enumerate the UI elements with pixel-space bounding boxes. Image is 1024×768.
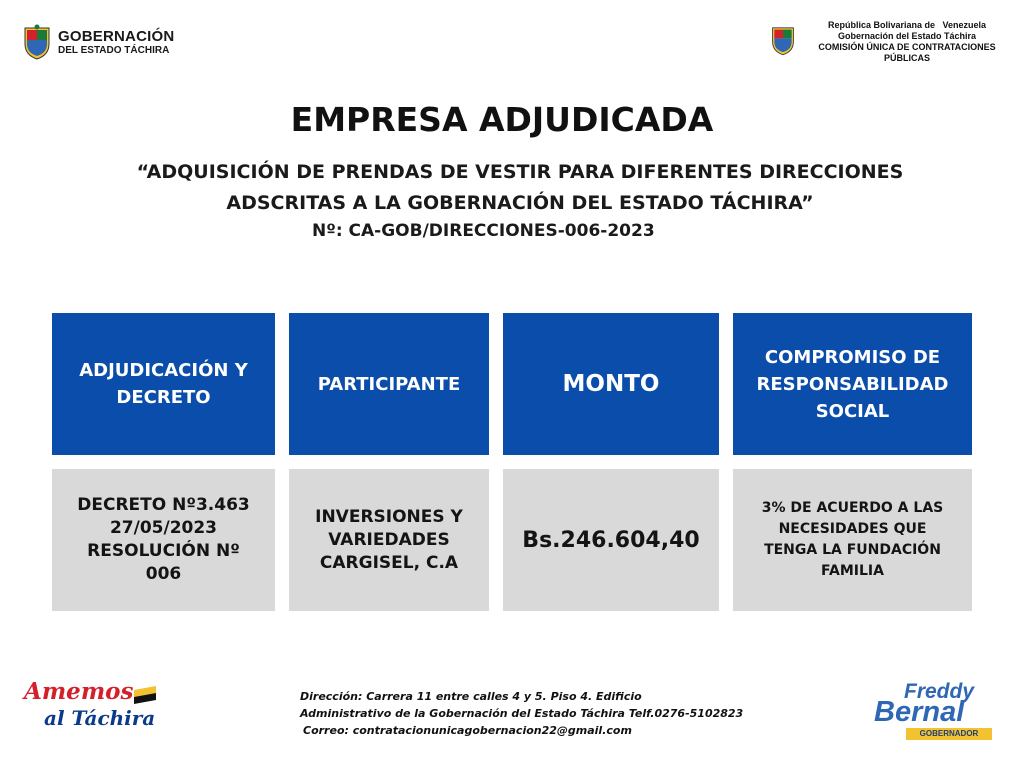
coat-of-arms-icon xyxy=(22,24,52,60)
subtitle-line-2: ADSCRITAS A LA GOBERNACIÓN DEL ESTADO TÁCHIRA” xyxy=(226,192,814,214)
amemos-line-1: Amemos xyxy=(24,678,134,705)
procurement-code: Nº: CA-GOB/DIRECCIONES-006-2023 xyxy=(312,221,655,241)
commission-line: COMISIÓN ÚNICA DE CONTRATACIONES PÚBLICAS xyxy=(818,42,996,63)
logo-sub-text: DEL ESTADO TÁCHIRA xyxy=(58,44,170,56)
email-line: Correo: contratacionunicagobernacion22@gmail.com xyxy=(303,724,632,737)
logo-main-text: GOBERNACIÓN xyxy=(58,27,175,45)
cell-compromiso: 3% DE ACUERDO A LAS NECESIDADES QUE TENGA LA FUNDACIÓN FAMILIA xyxy=(733,469,972,611)
address-line-1: Dirección: Carrera 11 entre calles 4 y 5. Piso 4. Edificio xyxy=(300,690,642,703)
republic-line: República Bolivariana de Venezuela xyxy=(827,20,987,30)
freddy-bernal-logo xyxy=(868,680,998,744)
procurement-subtitle xyxy=(100,157,940,219)
cell-monto: Bs.246.604,40 xyxy=(503,469,719,611)
flag-icon xyxy=(132,686,158,708)
header-adjudicacion: ADJUDICACIÓN Y DECRETO xyxy=(52,313,275,455)
footer-address xyxy=(300,688,743,739)
cell-decreto: DECRETO Nº3.463 27/05/2023 RESOLUCIÓN Nº 006 xyxy=(52,469,275,611)
cell-participante: INVERSIONES Y VARIEDADES CARGISEL, C.A xyxy=(289,469,489,611)
commission-text xyxy=(802,20,1012,64)
header-monto: MONTO xyxy=(503,313,719,455)
freddy-line-1: Freddy xyxy=(904,680,975,703)
header-compromiso: COMPROMISO DE RESPONSABILIDAD SOCIAL xyxy=(733,313,972,455)
commission-header xyxy=(770,20,1012,64)
coat-of-arms-icon xyxy=(770,24,796,56)
subtitle-line-1: “ADQUISICIÓN DE PRENDAS DE VESTIR PARA DIFERENTES DIRECCIONES xyxy=(136,161,904,183)
freddy-line-2: Bernal xyxy=(874,696,965,728)
gobernacion-logo xyxy=(22,24,174,60)
amemos-logo xyxy=(24,678,164,738)
address-line-2: Administrativo de la Gobernación del Estado Táchira Telf.0276-5102823 xyxy=(300,707,744,720)
header-participante: PARTICIPANTE xyxy=(289,313,489,455)
freddy-line-3: GOBERNADOR xyxy=(919,729,979,738)
government-line: Gobernación del Estado Táchira xyxy=(837,31,977,41)
page-title: EMPRESA ADJUDICADA xyxy=(290,100,714,139)
amemos-line-2: al Táchira xyxy=(44,706,156,730)
